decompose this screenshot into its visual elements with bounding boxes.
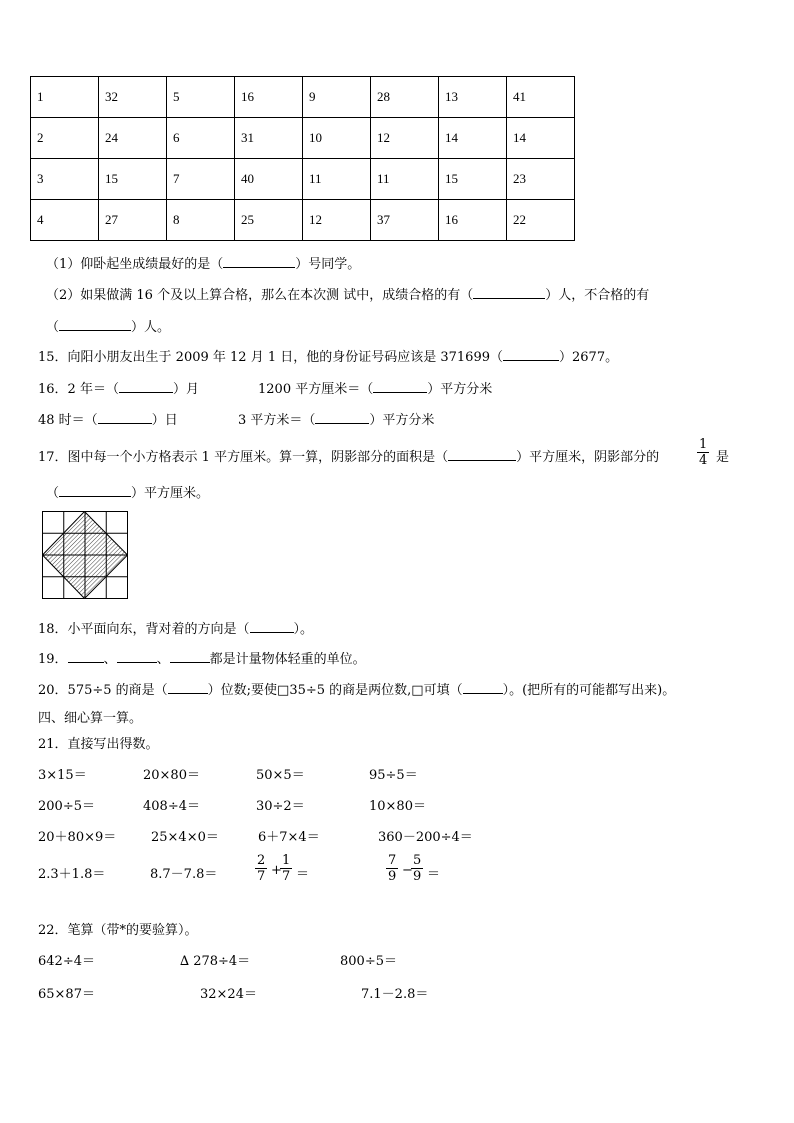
- answer-blank[interactable]: [463, 693, 503, 694]
- answer-blank[interactable]: [373, 392, 427, 393]
- table-cell: 11: [371, 159, 439, 200]
- table-cell: 22: [507, 200, 575, 241]
- q17-tail: 是: [716, 450, 730, 465]
- q21-item: 3×15＝: [38, 768, 87, 783]
- table-row: [31, 118, 575, 159]
- question-18: 18．小平面向东，背对着的方向是（ ）。: [38, 622, 314, 637]
- fraction-7-9: $\frac{7}{9}$: [388, 853, 397, 884]
- grid-lines: [43, 512, 128, 599]
- answer-blank[interactable]: [68, 662, 104, 663]
- table-row: [31, 200, 575, 241]
- table-cell: 25: [235, 200, 303, 241]
- table-cell: 24: [99, 118, 167, 159]
- answer-blank[interactable]: [315, 423, 369, 424]
- table-cell: 6: [167, 118, 235, 159]
- answer-blank[interactable]: [59, 496, 131, 497]
- fraction-1-7: $\frac{1}{7}$: [282, 853, 291, 884]
- answer-blank[interactable]: [448, 460, 516, 461]
- shaded-diamond-grid-figure: [42, 511, 128, 599]
- table-cell: 14: [507, 118, 575, 159]
- fraction-one-quarter: $\frac{1}{4}$: [699, 437, 708, 468]
- table-row: [31, 159, 575, 200]
- answer-blank[interactable]: [170, 662, 210, 663]
- q22-item: ∆ 278÷4＝: [180, 954, 251, 969]
- table-cell: 16: [235, 77, 303, 118]
- answer-blank[interactable]: [98, 423, 152, 424]
- question-16-line2-right: 3 平方米＝（ ）平方分米: [238, 413, 435, 428]
- equals-sign: ＝: [427, 867, 441, 882]
- q21-item: 200÷5＝: [38, 799, 95, 814]
- table-cell: 31: [235, 118, 303, 159]
- q21-item: 360－200÷4＝: [378, 830, 473, 845]
- question-15: 15．向阳小朋友出生于 2009 年 12 月 1 日，他的身份证号码应该是 371699（ ）2677。: [38, 350, 619, 365]
- answer-blank[interactable]: [223, 267, 295, 268]
- fraction-2-7: $\frac{2}{7}$: [257, 853, 266, 884]
- table-cell: 40: [235, 159, 303, 200]
- table-cell: 7: [167, 159, 235, 200]
- table-cell: 11: [303, 159, 371, 200]
- table-cell: 5: [167, 77, 235, 118]
- q14-part2: （2）如果做满 16 个及以上算合格，那么在本次测 试中，成绩合格的有（ ）人，不合格的有: [46, 288, 650, 303]
- q22-item: 32×24＝: [200, 987, 257, 1002]
- table-cell: 10: [303, 118, 371, 159]
- answer-blank[interactable]: [119, 392, 173, 393]
- question-20: 20．575÷5 的商是（ ）位数;要使□35÷5 的商是两位数,□可填（ ）。(把所有的可能都写出来)。: [38, 683, 676, 698]
- q21-item: 2.3＋1.8＝: [38, 867, 106, 882]
- q21-item: 25×4×0＝: [151, 830, 219, 845]
- q22-item: 7.1－2.8＝: [361, 987, 429, 1002]
- table-cell: 12: [303, 200, 371, 241]
- q21-item: 50×5＝: [256, 768, 305, 783]
- answer-blank[interactable]: [473, 298, 545, 299]
- minus-sign: −: [402, 863, 413, 878]
- answer-blank[interactable]: [59, 330, 131, 331]
- q22-item: 65×87＝: [38, 987, 95, 1002]
- table-cell: 27: [99, 200, 167, 241]
- question-17-cont: （ ）平方厘米。: [46, 486, 210, 501]
- table-cell: 12: [371, 118, 439, 159]
- table-cell: 2: [31, 118, 99, 159]
- table-cell: 3: [31, 159, 99, 200]
- table-cell: 32: [99, 77, 167, 118]
- q21-item: 30÷2＝: [256, 799, 305, 814]
- q22-item: 800÷5＝: [340, 954, 397, 969]
- question-17: 17．图中每一个小方格表示 1 平方厘米。算一算，阴影部分的面积是（ ）平方厘米，阴影部分的: [38, 450, 660, 465]
- question-16-line1: 16．2 年＝（ ）月: [38, 382, 199, 397]
- answer-blank[interactable]: [250, 632, 294, 633]
- table-row: [31, 77, 575, 118]
- table-cell: 15: [99, 159, 167, 200]
- answer-blank[interactable]: [503, 360, 559, 361]
- table-cell: 15: [439, 159, 507, 200]
- table-cell: 4: [31, 200, 99, 241]
- q21-item: 408÷4＝: [143, 799, 200, 814]
- q21-item: 20×80＝: [143, 768, 200, 783]
- table-cell: 23: [507, 159, 575, 200]
- section-4-heading: 四、细心算一算。: [38, 711, 143, 726]
- answer-blank[interactable]: [117, 662, 157, 663]
- q14-part1: （1）仰卧起坐成绩最好的是（ ）号同学。: [46, 257, 361, 272]
- table-cell: 8: [167, 200, 235, 241]
- table-cell: 9: [303, 77, 371, 118]
- answer-blank[interactable]: [168, 693, 208, 694]
- table-cell: 1: [31, 77, 99, 118]
- plus-sign: +: [271, 863, 282, 878]
- score-table: [30, 76, 575, 241]
- question-16-line1-right: 1200 平方厘米＝（ ）平方分米: [258, 382, 493, 397]
- question-19: 19． 、 、 都是计量物体轻重的单位。: [38, 652, 366, 667]
- table-cell: 16: [439, 200, 507, 241]
- q14-part2-cont: （ ）人。: [46, 320, 171, 335]
- fraction-5-9: $\frac{5}{9}$: [413, 853, 422, 884]
- question-21-title: 21．直接写出得数。: [38, 737, 159, 752]
- table-cell: 41: [507, 77, 575, 118]
- table-cell: 13: [439, 77, 507, 118]
- table-cell: 28: [371, 77, 439, 118]
- q21-item: 10×80＝: [369, 799, 426, 814]
- question-16-line2: 48 时＝（ ）日: [38, 413, 178, 428]
- q21-item: 8.7－7.8＝: [150, 867, 218, 882]
- table-cell: 37: [371, 200, 439, 241]
- q21-item: 95÷5＝: [369, 768, 418, 783]
- question-22-title: 22．笔算（带*的要验算）。: [38, 923, 198, 938]
- q22-item: 642÷4＝: [38, 954, 95, 969]
- q21-item: 6＋7×4＝: [258, 830, 320, 845]
- q21-item: 20＋80×9＝: [38, 830, 117, 845]
- equals-sign: ＝: [296, 867, 310, 882]
- table-cell: 14: [439, 118, 507, 159]
